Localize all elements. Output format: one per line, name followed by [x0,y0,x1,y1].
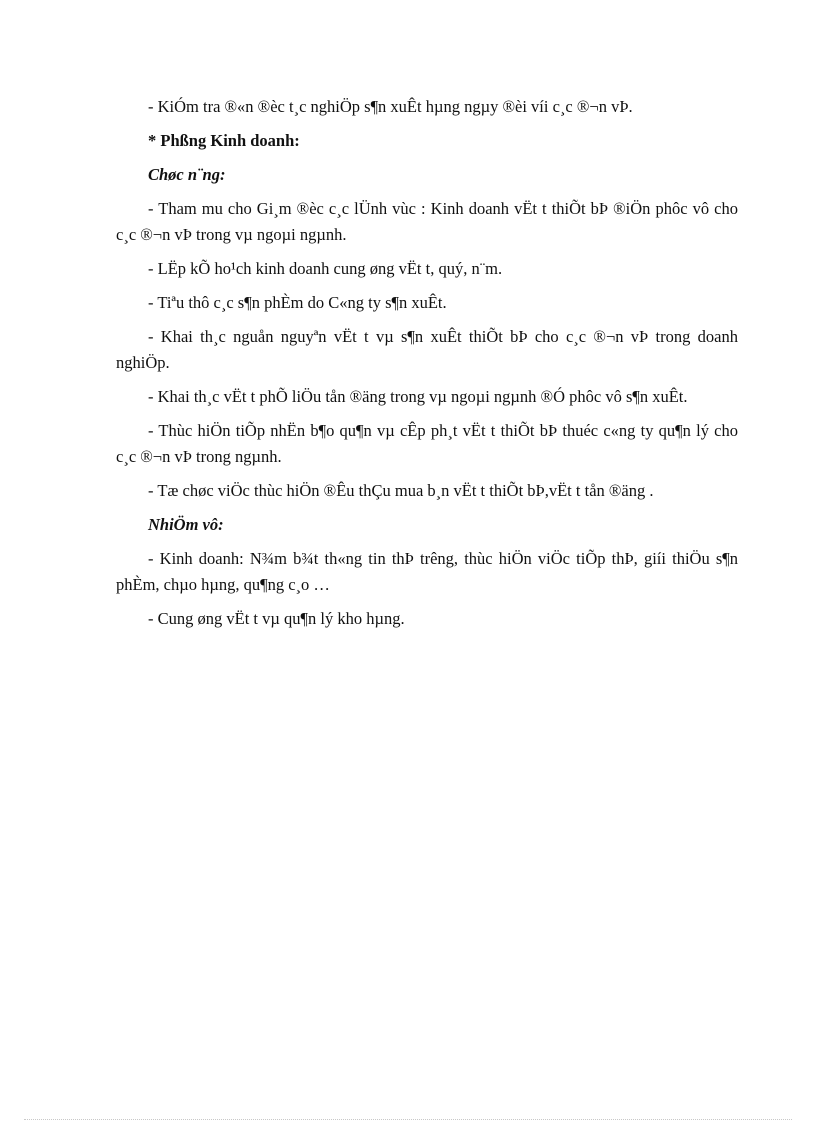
paragraph-bidding: - Tæ chøc viÖc thùc hiÖn ®Êu thÇu mua b¸n vËt t thiÕt bÞ,vËt t tån ®äng . [148,481,654,500]
page-bottom-divider [24,1119,792,1120]
paragraph-source-materials: - Khai th¸c nguån nguyªn vËt t vµ s¶n xuÊt thiÕt bÞ cho c¸c ®¬n vÞ trong doanh nghiÖp. [116,327,738,372]
paragraph-advise-director: - Tham mu cho Gi¸m ®èc c¸c lÜnh vùc : Kinh doanh vËt t thiÕt bÞ ®iÖn phôc vô cho c¸c ®¬n vÞ trong vµ ngoµi ngµnh. [116,199,738,244]
subheading-functions: Chøc n¨ng: [148,165,226,184]
paragraph-warehouse: - Cung øng vËt t vµ qu¶n lý kho hµng. [148,609,405,628]
paragraph-product-sales: - Tiªu thô c¸c s¶n phÈm do C«ng ty s¶n xuÊt. [148,293,447,312]
subheading-duties: NhiÖm vô: [148,515,224,534]
paragraph-receive-store-issue: - Thùc hiÖn tiÕp nhËn b¶o qu¶n vµ cÊp ph¸t vËt t thiÕt bÞ thuéc c«ng ty qu¶n lý cho c¸c ®¬n vÞ trong ngµnh. [116,421,738,466]
document-page [116,94,738,640]
paragraph-scrap-materials: - Khai th¸c vËt t phÕ liÖu tån ®äng trong vµ ngoµi ngµnh ®Ó phôc vô s¶n xuÊt. [148,387,688,406]
section-heading-business-department: * Phßng Kinh doanh: [148,131,300,150]
paragraph-marketing: - Kinh doanh: N¾m b¾t th«ng tin thÞ trêng, thùc hiÖn viÖc tiÕp thÞ, giíi thiÖu s¶n phÈm, chµo hµng, qu¶ng c¸o … [116,549,738,594]
paragraph-inspection: - KiÓm tra ®«n ®èc t¸c nghiÖp s¶n xuÊt hµng ngµy ®èi víi c¸c ®¬n vÞ. [148,97,633,116]
paragraph-supply-plan: - LËp kÕ ho¹ch kinh doanh cung øng vËt t, quý, n¨m. [148,259,503,278]
